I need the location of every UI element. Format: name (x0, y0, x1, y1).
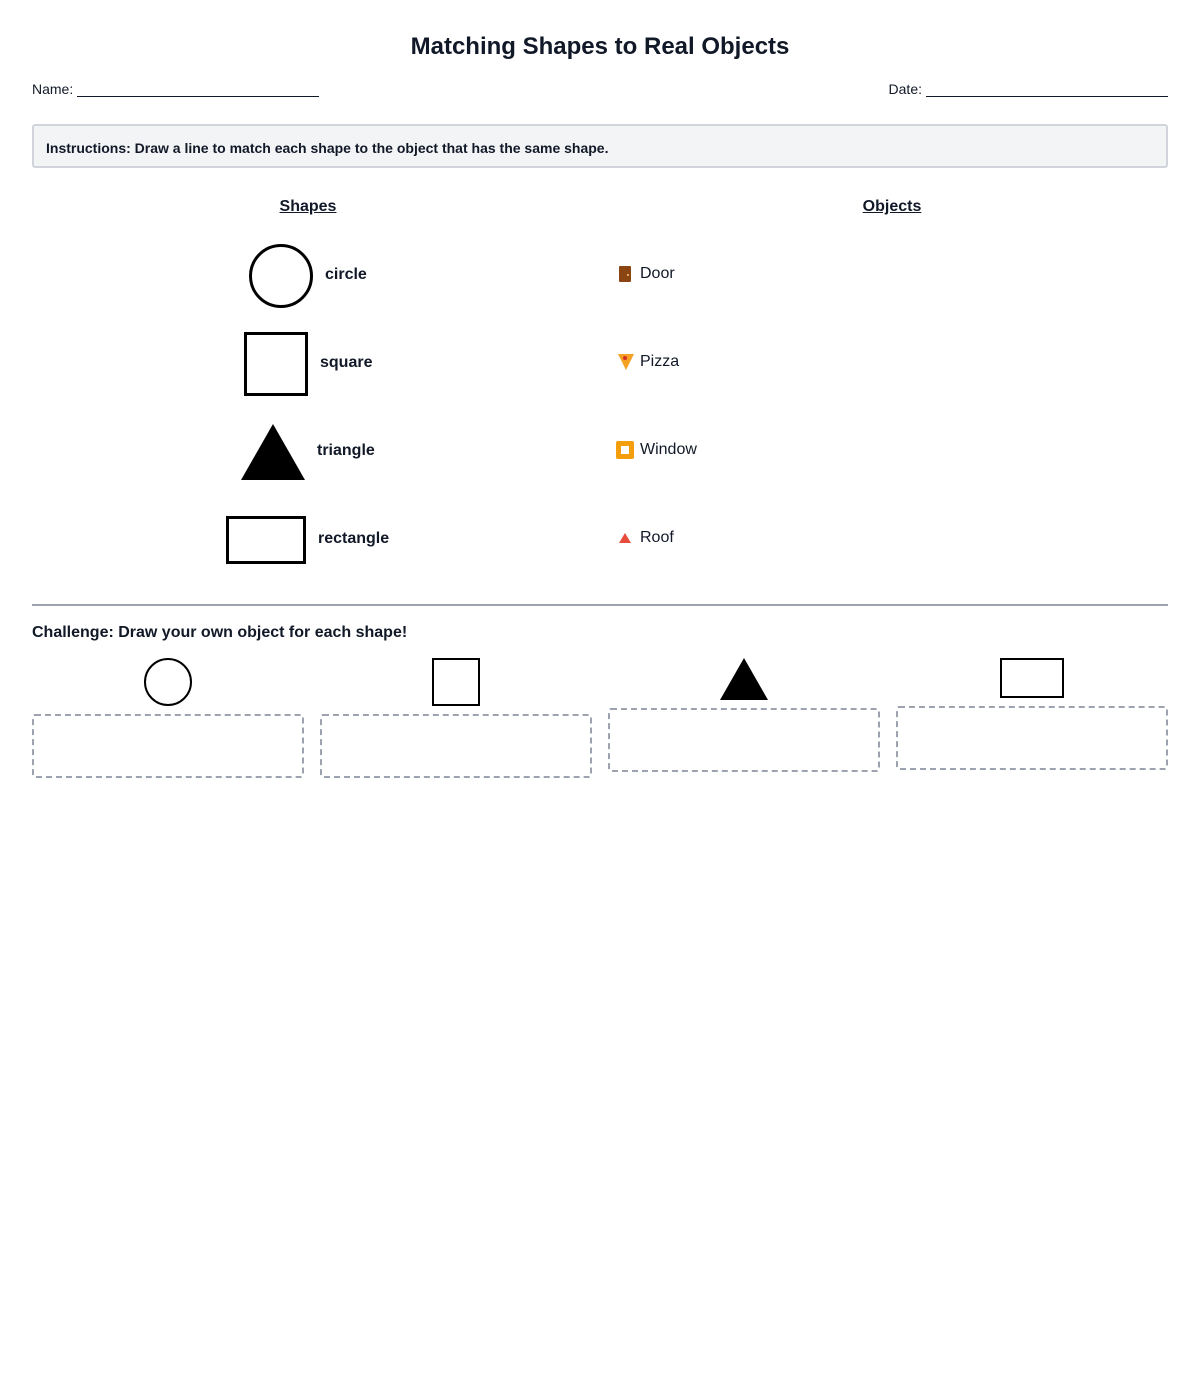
challenge-col-triangle (608, 658, 880, 778)
drawing-box[interactable] (320, 714, 592, 778)
shape-row-circle (32, 242, 432, 314)
shapes-heading: Shapes (279, 198, 337, 215)
triangle-icon (720, 658, 768, 700)
object-item-pizza[interactable] (616, 353, 679, 371)
objects-heading: Objects (862, 198, 922, 215)
drawing-box[interactable] (32, 714, 304, 778)
square-icon (244, 332, 308, 396)
shape-label: square (320, 354, 373, 371)
header-fields (32, 80, 1168, 100)
name-blank-line[interactable] (77, 80, 319, 97)
object-label: Window (640, 441, 697, 458)
shape-row-triangle (32, 420, 432, 492)
object-item-window[interactable] (616, 441, 697, 459)
challenge-col-rectangle (896, 658, 1168, 778)
name-label: Name: (32, 81, 74, 97)
rectangle-icon (226, 516, 306, 564)
date-blank-line[interactable] (926, 80, 1168, 97)
circle-icon (144, 658, 192, 706)
shape-row-square (32, 330, 432, 402)
object-item-door[interactable] (616, 265, 675, 283)
date-field (889, 80, 1168, 97)
roof-icon (619, 533, 631, 543)
date-label: Date: (888, 81, 922, 97)
object-label: Pizza (640, 353, 680, 370)
pizza-icon (618, 354, 634, 370)
triangle-icon (241, 424, 305, 480)
instructions-text: Instructions: Draw a line to match each shape to the object that has the same shape. (46, 140, 609, 156)
rectangle-icon (1000, 658, 1064, 698)
page-title: Matching Shapes to Real Objects (410, 33, 790, 60)
challenge-title: Challenge: Draw your own object for each shape! (32, 624, 408, 641)
shape-label: rectangle (318, 530, 390, 547)
name-field (32, 80, 319, 97)
circle-icon (249, 244, 313, 308)
drawing-box[interactable] (608, 708, 880, 772)
window-icon (616, 441, 634, 459)
square-icon (432, 658, 480, 706)
shape-label: triangle (317, 442, 375, 459)
section-divider (32, 604, 1168, 606)
shape-label: circle (325, 266, 367, 283)
object-label: Roof (640, 529, 674, 546)
object-item-roof[interactable] (616, 529, 674, 547)
drawing-box[interactable] (896, 706, 1168, 770)
shape-row-rectangle (32, 512, 432, 584)
instructions-box (32, 124, 1168, 168)
door-icon (619, 266, 631, 282)
object-label: Door (640, 265, 675, 282)
challenge-col-circle (32, 658, 304, 778)
challenge-col-square (320, 658, 592, 778)
